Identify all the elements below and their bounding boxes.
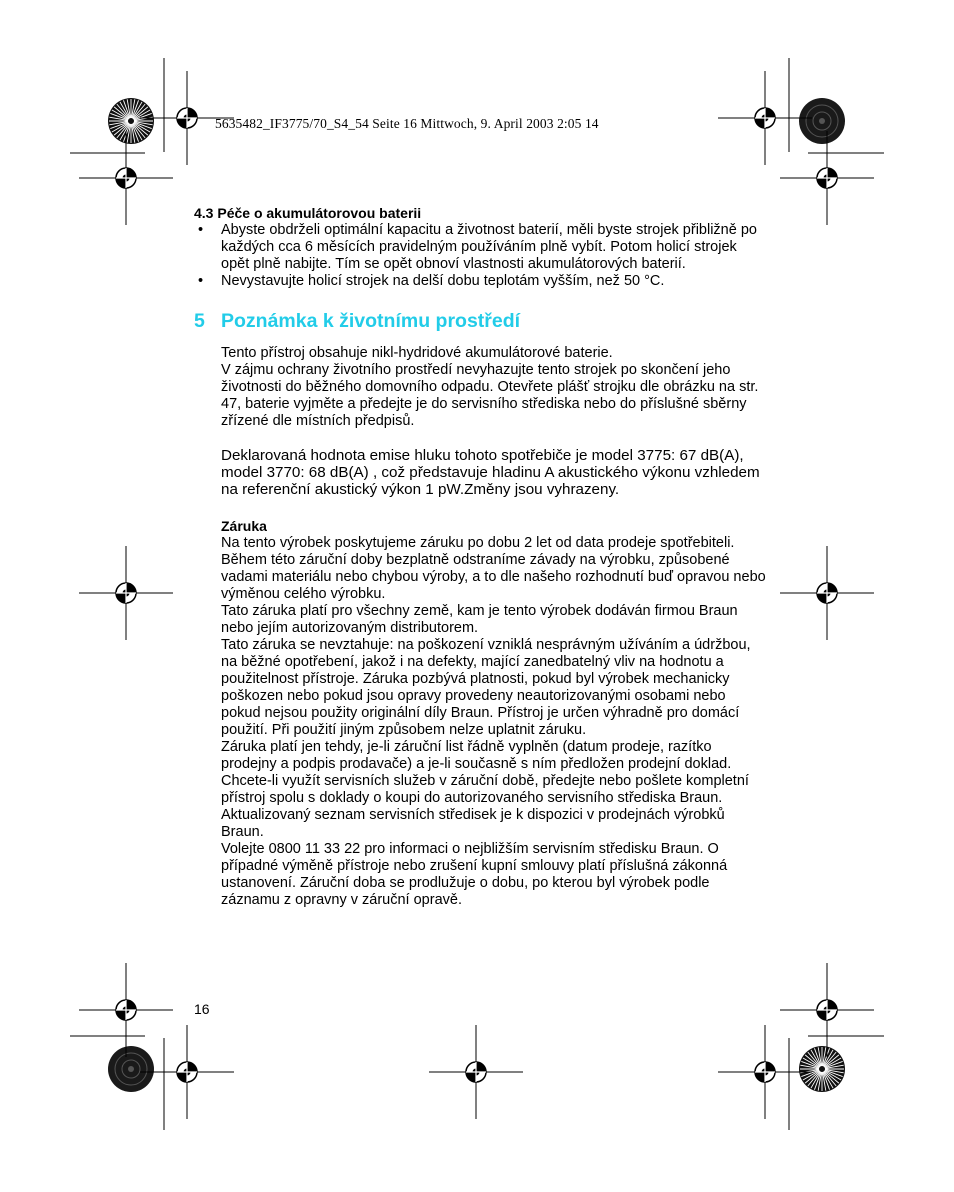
environment-paragraph: Tento přístroj obsahuje nikl-hydridové akumulátorové baterie. <box>221 345 613 361</box>
crosshair-lower-left <box>79 963 173 1057</box>
noise-declaration: Deklarovaná hodnota emise hluku tohoto spotřebiče je model 3775: 67 dB(A), model 3770: 68 dB(A) , což představuje hladinu A akustického výkonu vzhledem na referenční akustický výkon 1 pW.Změny jsou vyhrazeny. <box>221 447 760 499</box>
crosshair-bottom-center <box>429 1025 523 1119</box>
environment-body <box>194 345 769 909</box>
crosshair-bottom-left <box>140 1025 234 1119</box>
warranty-paragraph: Záruka platí jen tehdy, je-li záruční list řádně vyplněn (datum prodeje, razítko prodejny a podpis prodavače) a je-li současně s ním předložen prodejní doklad. <box>221 738 732 772</box>
print-info-line: 5635482_IF3775/70_S4_54 Seite 16 Mittwoch, 9. April 2003 2:05 14 <box>215 116 599 131</box>
starburst-mark-bottom-right <box>799 1046 845 1092</box>
crosshair-mid-left <box>79 546 173 640</box>
crosshair-lower-right <box>780 963 874 1057</box>
warranty-heading: Záruka <box>221 517 267 534</box>
section-number: 5 <box>194 310 205 332</box>
battery-care-heading: 4.3 Péče o akumulátorovou baterii <box>194 205 422 221</box>
warranty-paragraph: Volejte 0800 11 33 22 pro informaci o nejbližším servisním středisku Braun. O případné výměně přístroje nebo zrušení kupní smlouvy platí příslušná zákonná ustanovení. Záruční doba se prodlužuje o dobu, po kterou byl výrobek podle záznamu z opravny v záruční opravě. <box>221 840 728 908</box>
environment-paragraph: V zájmu ochrany životního prostředí nevyhazujte tento strojek po skončení jeho životnosti do běžného domovního odpadu. Otevřete plášť strojku dle obrázku na str. 47, baterie vyjměte a předejte je do servisního střediska nebo do příslušné sběrny zřízené dle místních předpisů. <box>221 362 759 429</box>
environment-heading <box>194 310 769 332</box>
crosshair-top-right <box>718 71 812 165</box>
battery-care-list <box>194 222 769 290</box>
crosshair-upper-right <box>780 131 874 225</box>
page-content <box>194 205 769 909</box>
section-title: Poznámka k životnímu prostředí <box>221 310 521 332</box>
warranty-paragraph: Tato záruka se nevztahuje: na poškození vzniklá nesprávným užíváním a údržbou, na běžné opotřebení, jakož i na defekty, mající zanedbatelný vliv na hodnotu a použitelnost přístroje. Záruka pozbývá platnosti, pokud byl výrobek mechanicky poškozen nebo pokud jsou opravy provedeny neautorizovanými osobami nebo pokud nejsou použity originální díly Braun. Přístroj je určen výhradně pro domácí použití. Při použití jiným způsobem nelze uplatnit záruku. <box>221 636 751 738</box>
crosshair-mid-right <box>780 546 874 640</box>
rosette-mark-bottom-left <box>108 1046 154 1092</box>
warranty-paragraph: Chcete-li využít servisních služeb v záruční době, předejte nebo pošlete kompletní přístroj spolu s doklady o koupi do autorizovaného servisního střediska Braun. Aktualizovaný seznam servisních středisek je k dispozici v prodejnách výrobků Braun. <box>221 772 749 840</box>
warranty-paragraph: Tato záruka platí pro všechny země, kam je tento výrobek dodáván firmou Braun nebo jejím autorizovaným distributorem. <box>221 602 738 636</box>
crosshair-bottom-right <box>718 1025 812 1119</box>
list-item: • Abyste obdrželi optimální kapacitu a životnost baterií, měli byste strojek přibližně po každých cca 6 měsících pravidelným používáním plně vybít. Potom holicí strojek opět plně nabijte. Tím se opět obnoví vlastnosti akumulátorových baterií. <box>194 222 769 273</box>
list-item: • Nevystavujte holicí strojek na delší dobu teplotám vyšším, než 50 °C. <box>194 273 769 290</box>
rosette-mark-top-right <box>799 98 845 144</box>
warranty-paragraph: Na tento výrobek poskytujeme záruku po dobu 2 let od data prodeje spotřebiteli. Během této záruční doby bezplatně odstraníme závady na výrobku, způsobené vadami materiálu nebo chybou výroby, a to dle našeho rozhodnutí buď opravou nebo výměnou celého výrobku. <box>221 534 766 602</box>
page-number: 16 <box>194 1001 210 1017</box>
starburst-mark-top-left <box>108 98 154 144</box>
crosshair-upper-left <box>79 131 173 225</box>
